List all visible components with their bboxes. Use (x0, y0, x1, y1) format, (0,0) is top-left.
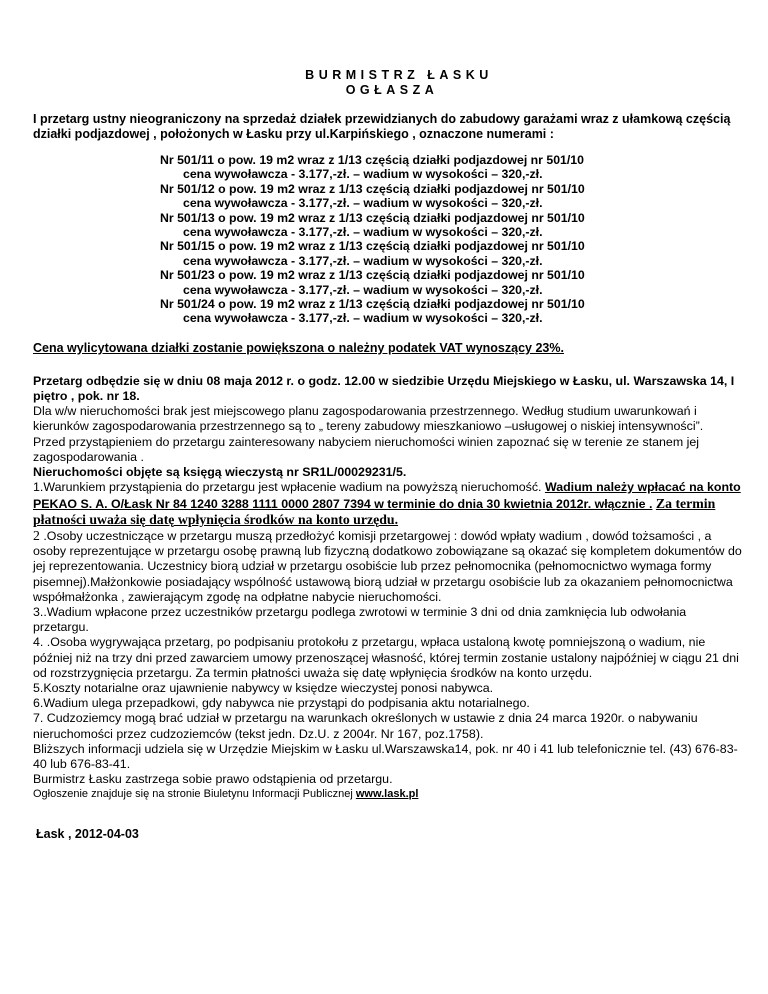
point-5-notary-costs: 5.Koszty notarialne oraz ujawnienie nabywcy w księdze wieczystej ponosi nabywca. (33, 680, 494, 695)
point-4-payment: 4. .Osoba wygrywająca przetarg, po podpisaniu protokołu z przetargu, wpłaca ustaloną kwotę pomniejszoną o wadium, nie później niż na trzy dni przed zawarciem umowy przenoszącej własność, której termin zostanie ustalony najpóźniej w ciągu 21 dni od rozstrzygnięcia przetargu. Za termin płatności uważa się datę wpłynięcia środków na konto urzędu. (33, 635, 739, 680)
payment-date-note: Za termin płatności uważa się datę wpłynięcia środków na konto urzędu. (33, 495, 716, 527)
intro-paragraph: I przetarg ustny nieograniczony na sprzedaż działek przewidzianych do zabudowy garażami wraz z ułamkową częścią działki podjazdowej , położonych w Łasku przy ul.Karpińskiego , oznaczone numerami : (33, 112, 731, 141)
lot-description: Nr 501/15 o pow. 19 m2 wraz z 1/13 częścią działki podjazdowej nr 501/10 (160, 239, 585, 254)
lot-item (160, 297, 743, 326)
lot-price: cena wywoławcza - 3.177,-zł. – wadium w wysokości – 320,-zł. (183, 311, 543, 326)
lot-description: Nr 501/11 o pow. 19 m2 wraz z 1/13 częścią działki podjazdowej nr 501/10 (160, 153, 584, 167)
contact-info: Bliższych informacji udziela się w Urzędzie Miejskim w Łasku ul.Warszawska14, pok. nr 40 i 41 lub telefonicznie tel. (43) 676-83-40 lub 676-83-41. (33, 741, 738, 771)
lot-description: Nr 501/23 o pow. 19 m2 wraz z 1/13 częścią działki podjazdowej nr 501/10 (160, 268, 585, 283)
bip-link[interactable]: www.lask.pl (355, 788, 419, 801)
auction-venue: Przetarg odbędzie się w dniu 08 maja 2012 r. o godz. 12.00 w siedzibie Urzędu Miejskiego w Łasku, ul. Warszawska 14, I piętro , pok. nr 18. (33, 373, 735, 404)
place-and-date: Łask , 2012-04-03 (36, 827, 139, 842)
point-7-foreigners: 7. Cudzoziemcy mogą brać udział w przetargu na warunkach określonych w ustawie z dnia 24 marca 1920r. o nabywaniu nieruchomości przez cudzoziemców (tekst jedn. Dz.U. z 2004r. Nr 167, poz.1758). (33, 711, 698, 741)
lot-price: cena wywoławcza - 3.177,-zł. – wadium w wysokości – 320,-zł. (183, 253, 543, 268)
point-3-refund: 3..Wadium wpłacone przez uczestników przetargu podlega zwrotowi w terminie 3 dni od dnia zamknięcia lub odwołania przetargu. (33, 604, 687, 635)
lot-price: cena wywoławcza - 3.177,-zł. – wadium w wysokości – 320,-zł. (183, 282, 543, 297)
lots-list (160, 153, 743, 326)
bip-notice (33, 787, 743, 801)
bip-text: Ogłoszenie znajduje się na stronie Biuletynu Informacji Publicznej (33, 788, 356, 801)
lot-price: cena wywoławcza - 3.177,-zł. – wadium w wysokości – 320,-zł. (183, 225, 543, 240)
document-title: BURMISTRZ ŁASKU (305, 68, 493, 82)
lot-price: cena wywoławcza - 3.177,-zł. – wadium w wysokości – 320,-zł. (183, 196, 543, 211)
zoning-plan-paragraph: Dla w/w nieruchomości brak jest miejscowego planu zagospodarowania przestrzennego. Według studium uwarunkowań i kierunków zagospodarowania przestrzennego są to „ tereny zabudowy mieszkaniowo –usługowej o niskiej intensywności”. (33, 404, 704, 434)
land-registry-note: Nieruchomości objęte są księgą wieczystą nr SR1L/00029231/5. (33, 465, 407, 480)
point-1-text: 1.Warunkiem przystąpienia do przetargu jest wpłacenie wadium na powyższą nieruchomość. (33, 480, 542, 495)
point-2-number: 2 (33, 527, 40, 543)
reservation-note: Burmistrz Łasku zastrzega sobie prawo odstąpienia od przetargu. (33, 772, 393, 787)
document-subtitle: OGŁASZA (345, 83, 439, 97)
announcement (33, 68, 743, 841)
lot-item (160, 239, 743, 268)
lot-item (160, 268, 743, 297)
point-1-deposit (33, 480, 743, 528)
lot-description: Nr 501/12 o pow. 19 m2 wraz z 1/13 częścią działki podjazdowej nr 501/10 (160, 181, 585, 196)
lot-price: cena wywoławcza - 3.177,-zł. – wadium w wysokości – 320,-zł. (183, 167, 543, 182)
point-6-forfeiture: 6.Wadium ulega przepadkowi, gdy nabywca nie przystąpi do podpisania aktu notarialnego. (33, 696, 530, 711)
inspection-paragraph: Przed przystąpieniem do przetargu zainteresowany nabyciem nieruchomości winien zapoznać się w terenie ze stanem jej zagospodarowania . (33, 434, 699, 464)
lot-item (160, 153, 743, 182)
point-2-text: .Osoby uczestniczące w przetargu muszą przedłożyć komisji przetargowej : dowód wpłaty wadium , dowód tożsamości , a osoby reprezentujące w przetargu osobę prawną lub fizyczną dodatkowo zobowiązane są okazać się kompletem dokumentów do jej reprezentowania. Uczestnicy biorą udział w przetargu osobiście lub przez pełnomocnika (pełnomocnictwo wymaga formy pisemnej).Małżonkowie posiadający wspólność ustawową biorą udział w przetargu osobiście lub za okazaniem pełnomocnictwa współmałżonka , zawierającym zgodę na odpłatne nabycie nieruchomości. (33, 528, 742, 604)
lot-item (160, 182, 743, 211)
lot-description: Nr 501/13 o pow. 19 m2 wraz z 1/13 częścią działki podjazdowej nr 501/10 (160, 210, 585, 225)
lot-description: Nr 501/24 o pow. 19 m2 wraz z 1/13 częścią działki podjazdowej nr 501/10 (160, 297, 585, 312)
point-2-documents (33, 528, 743, 605)
deposit-account-details: Wadium należy wpłacać na konto PEKAO S. A. O/Łask Nr 84 1240 3288 1111 0000 2807 7394 w terminie do dnia 30 kwietnia 2012r. włącznie . (33, 480, 741, 511)
vat-note: Cena wylicytowana działki zostanie powiększona o należny podatek VAT wynoszący 23%. (33, 340, 564, 355)
lot-item (160, 211, 743, 240)
